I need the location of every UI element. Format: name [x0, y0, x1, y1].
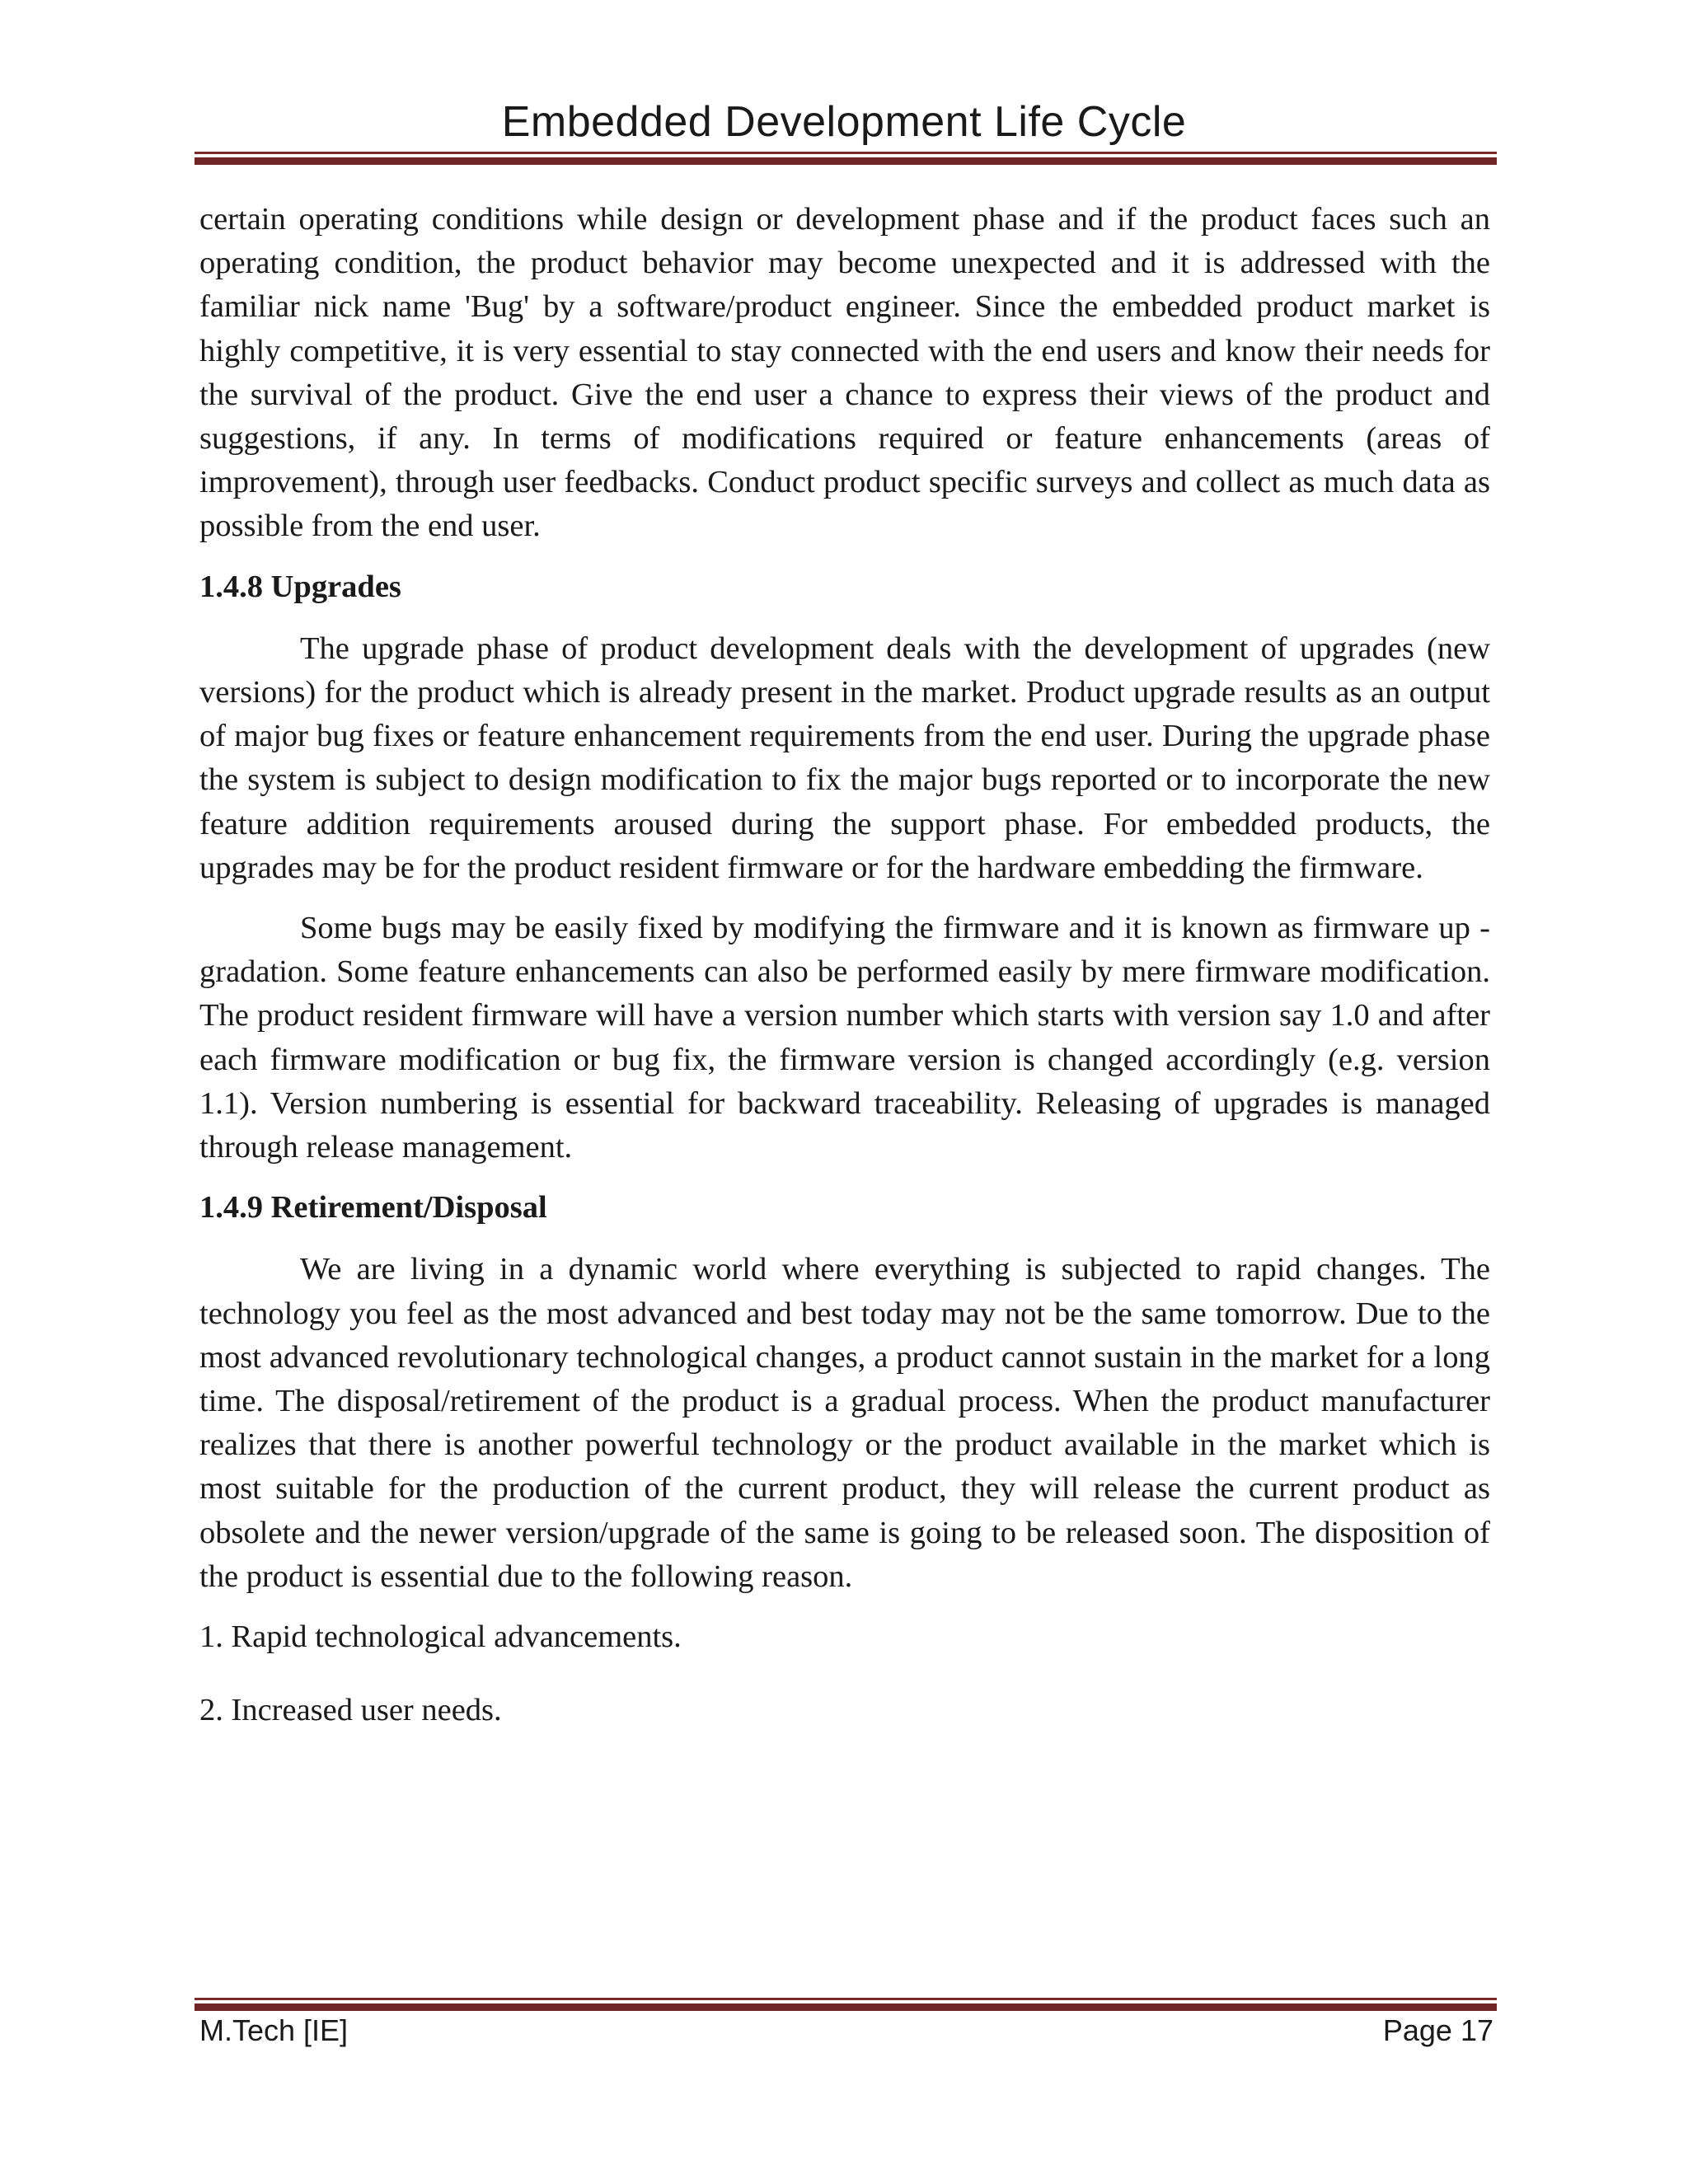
section-heading-retirement: 1.4.9 Retirement/Disposal	[199, 1190, 547, 1226]
list-item: 1. Rapid technological advancements.	[199, 1619, 682, 1655]
page-header-title: Embedded Development Life Cycle	[501, 98, 1187, 146]
list-item: 2. Increased user needs.	[199, 1693, 502, 1728]
header-rule-thick-line	[195, 157, 1497, 165]
page-body	[199, 198, 1490, 1763]
header-rule	[195, 152, 1497, 165]
footer-page-number: Page 17	[1382, 2013, 1493, 2047]
upgrades-paragraph-1: The upgrade phase of product development deals with the development of upgrades (new versions) for the product which is already present in the market. Product upgrade results as an output of major bug fixes or feature enhancement requirements from the end user. During the upgrade phase the system is subject to design modification to fix the major bugs reported or to incorporate the new feature addition requirements aroused during the support phase. For embedded products, the upgrades may be for the product resident firmware or for the hardware embedding the firmware.	[199, 630, 1490, 885]
intro-paragraph: certain operating conditions while design or development phase and if the product faces such an operating condition, the product behavior may become unexpected and it is addressed with the familiar nick name 'Bug' by a software/product engineer. Since the embedded product market is highly competitive, it is very essential to stay connected with the end users and know their needs for the survival of the product. Give the end user a chance to express their views of the product and suggestions, if any. In terms of modifications required or feature enhancements (areas of improvement), through user feedbacks. Conduct product specific surveys and collect as much data as possible from the end user.	[199, 202, 1490, 544]
footer-rule-thick-line	[195, 2004, 1497, 2011]
retirement-paragraph: We are living in a dynamic world where everything is subjected to rapid changes. The technology you feel as the most advanced and best today may not be the same tomorrow. Due to the most advanced revolutionary technological changes, a product cannot sustain in the market for a long time. The disposal/retirement of the product is a gradual process. When the product manufacturer realizes that there is another powerful technology or the product available in the market which is most suitable for the production of the current product, they will release the current product as obsolete and the newer version/upgrade of the same is going to be released soon. The disposition of the product is essential due to the following reason.	[199, 1252, 1490, 1594]
footer-course-label: M.Tech [IE]	[199, 2013, 349, 2047]
upgrades-paragraph-2: Some bugs may be easily fixed by modifying the firmware and it is known as firmware up -gradation. Some feature enhancements can also be performed easily by mere firmware modification. The product resident firmware will have a version number which starts with version say 1.0 and after each firmware modification or bug fix, the firmware version is changed accordingly (e.g. version 1.1). Version numbering is essential for backward traceability. Releasing of upgrades is managed through release management.	[199, 911, 1490, 1165]
footer-rule	[195, 1998, 1497, 2011]
section-heading-upgrades: 1.4.8 Upgrades	[199, 569, 401, 604]
